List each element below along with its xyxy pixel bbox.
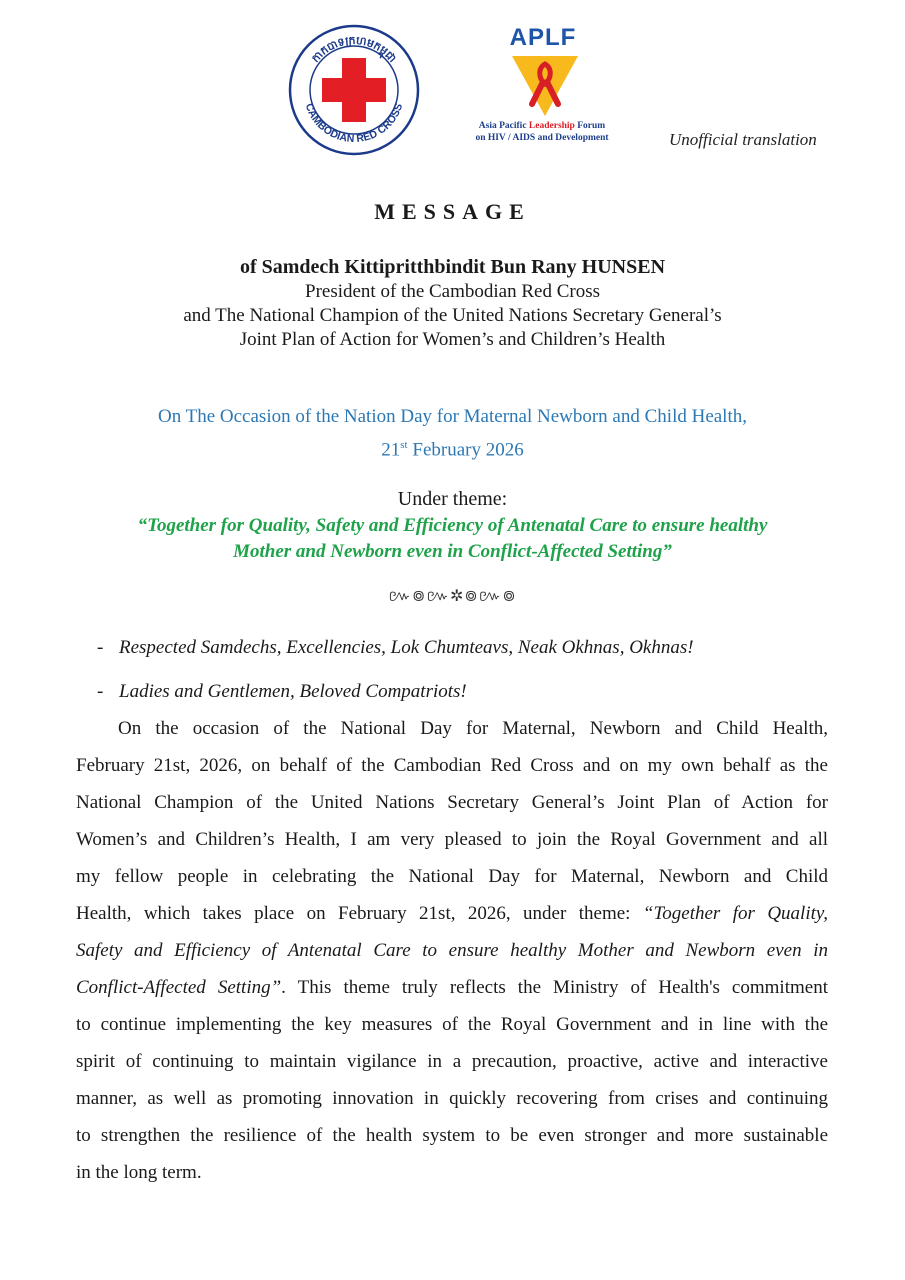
date-suffix: st <box>400 439 408 451</box>
body-line: On the occasion of the National Day for Maternal, Newborn and Child Health, <box>118 718 828 739</box>
body-line: spirit of continuing to maintain vigilance in a precaution, proactive, active and interactive <box>76 1051 828 1072</box>
theme-line: Mother and Newborn even in Conflict-Affected Setting” <box>233 541 672 562</box>
aplf-acronym: APLF <box>509 24 577 51</box>
occasion-date <box>0 431 905 464</box>
cambodian-red-cross-logo <box>286 22 422 158</box>
khmer-ornament: ៚៙៚✲៙៚៙ <box>388 588 517 605</box>
aplf-sub-a: Asia Pacific <box>478 121 529 131</box>
greeting-text: Ladies and Gentlemen, Beloved Compatriots! <box>119 681 467 702</box>
theme-label: Under theme: <box>397 488 508 510</box>
body-line <box>76 895 828 932</box>
aplf-logo <box>470 24 620 144</box>
greeting-text: Respected Samdechs, Excellencies, Lok Chumteavs, Neak Okhnas, Okhnas! <box>119 637 694 658</box>
aplf-red-ribbon-icon <box>510 54 580 118</box>
body-line <box>76 969 828 1006</box>
body-line: Safety and Efficiency of Antenatal Care to ensure healthy Mother and Newborn even in <box>76 940 828 961</box>
page-title: MESSAGE <box>374 199 531 224</box>
author-role-line: and The National Champion of the United Nations Secretary General’s <box>183 305 722 326</box>
date-day: 21 <box>381 439 401 461</box>
body-line: Women’s and Children’s Health, I am very pleased to join the Royal Government and all <box>76 829 828 850</box>
date-rest: February 2026 <box>407 439 524 461</box>
aplf-sub-line2: on HIV / AIDS and Development <box>475 133 609 143</box>
body-line: manner, as well as promoting innovation in quickly recovering from crises and continuing <box>76 1088 828 1109</box>
body-theme-quote: Conflict-Affected Setting” <box>76 977 282 998</box>
greeting-item: - Respected Samdechs, Excellencies, Lok Chumteavs, Neak Okhnas, Okhnas! <box>97 637 694 658</box>
body-line: February 21st, 2026, on behalf of the Cambodian Red Cross and on my own behalf as the <box>76 755 828 776</box>
body-line: in the long term. <box>76 1162 202 1183</box>
body-line: to continue implementing the key measures of the Royal Government and in line with the <box>76 1014 828 1035</box>
crc-english-text: CAMBODIAN RED CROSS <box>302 101 406 146</box>
body-line: National Champion of the United Nations Secretary General’s Joint Plan of Action for <box>76 792 828 813</box>
body-segment: . This theme truly reflects the Ministry of Health's commitment <box>281 977 828 998</box>
aplf-sub-c: Forum <box>574 121 606 131</box>
body-line: my fellow people in celebrating the National Day for Maternal, Newborn and Child <box>76 866 828 887</box>
theme-line: “Together for Quality, Safety and Efficiency of Antenatal Care to ensure healthy <box>137 515 768 536</box>
body-segment: Health, which takes place on February 21st, 2026, under theme: <box>76 903 643 924</box>
message-body <box>76 710 828 1191</box>
red-cross-emblem-icon <box>286 22 422 158</box>
occasion-line: On The Occasion of the Nation Day for Maternal Newborn and Child Health, <box>157 406 747 427</box>
greeting-item: - Ladies and Gentlemen, Beloved Compatriots! <box>97 681 467 702</box>
author-role-line: Joint Plan of Action for Women’s and Children’s Health <box>239 329 666 350</box>
body-line: to strengthen the resilience of the health system to be even stronger and more sustainable <box>76 1125 828 1146</box>
body-theme-quote: “Together for Quality, <box>642 903 829 924</box>
author-name: of Samdech Kittipritthbindit Bun Rany HUNSEN <box>239 256 666 278</box>
aplf-subtitle <box>464 120 620 144</box>
cross-horizontal <box>322 78 386 102</box>
crc-khmer-text: កាកបាទក្រហមកម្ពុជា <box>308 33 400 66</box>
unofficial-translation-note: Unofficial translation <box>669 130 817 149</box>
aplf-sub-leadership: Leadership <box>528 121 575 131</box>
author-role-line: President of the Cambodian Red Cross <box>305 281 600 302</box>
